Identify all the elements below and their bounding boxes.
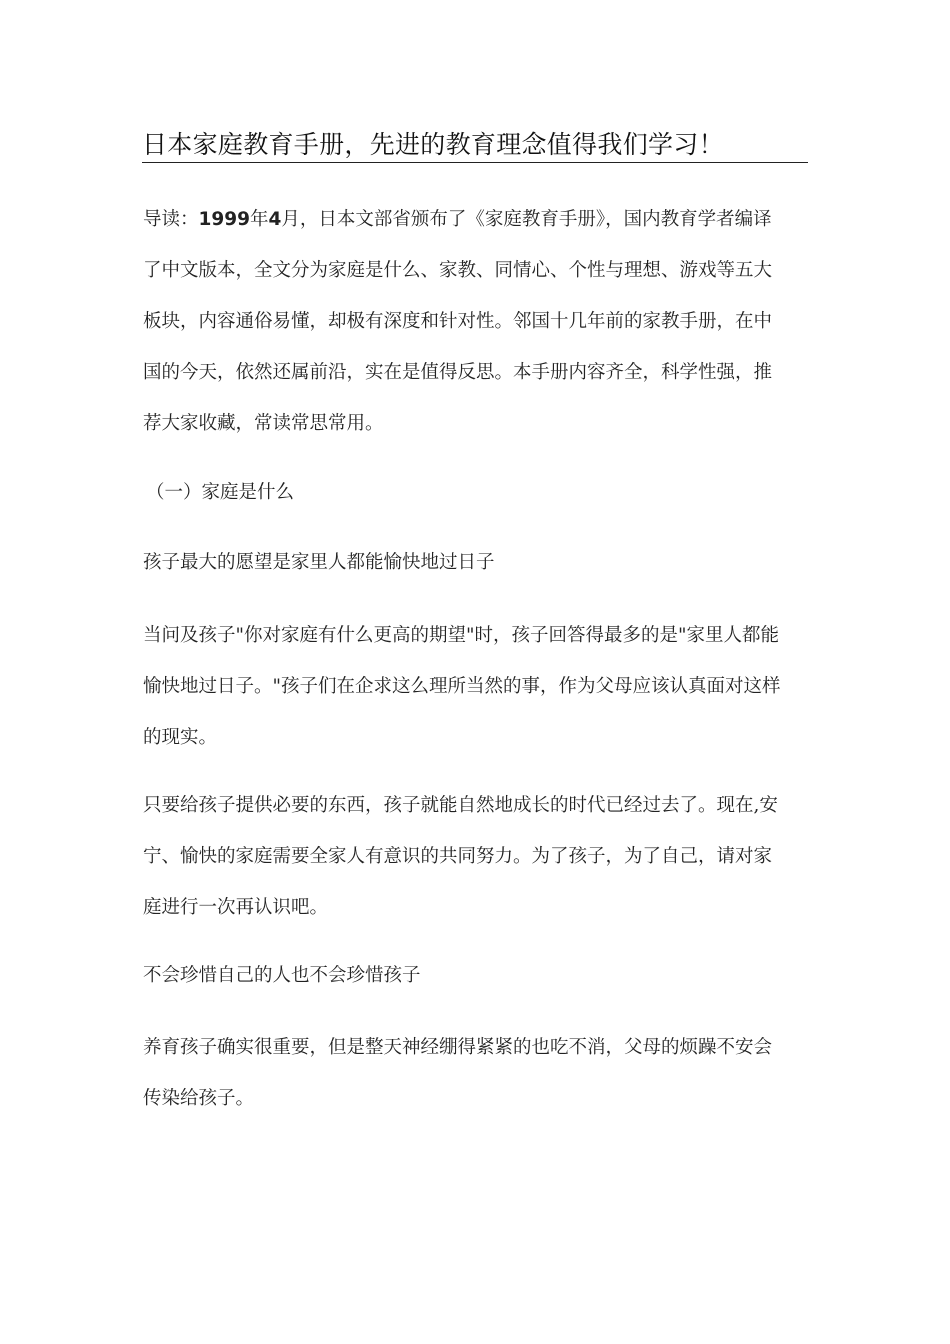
intro-month: 4	[268, 209, 282, 230]
intro-line-3: 板块，内容通俗易懂，却极有深度和针对性。邻国十几年前的家教手册，在中	[143, 311, 773, 332]
paragraph-1	[143, 610, 813, 763]
paragraph-3	[143, 1022, 813, 1124]
paragraph-2-line-3: 庭进行一次再认识吧。	[143, 897, 329, 918]
intro-line-1-rest: 月，日本文部省颁布了《家庭教育手册》，国内教育学者编译	[281, 209, 772, 230]
paragraph-2	[143, 780, 813, 933]
paragraph-1-line-3: 的现实。	[143, 727, 218, 748]
intro-paragraph	[143, 194, 813, 449]
subheading-1: 孩子最大的愿望是家里人都能愉快地过日子	[143, 552, 495, 573]
title-underline-wrap	[142, 128, 808, 163]
paragraph-3-line-2: 传染给孩子。	[143, 1088, 255, 1109]
paragraph-1-line-1: 当问及孩子"你对家庭有什么更高的期望"时，孩子回答得最多的是"家里人都能	[143, 625, 780, 646]
intro-label: 导读：	[143, 209, 199, 230]
intro-line-4: 国的今天，依然还属前沿，实在是值得反思。本手册内容齐全，科学性强，推	[143, 362, 773, 383]
paragraph-1-line-2: 愉快地过日子。"孩子们在企求这么理所当然的事，作为父母应该认真面对这样	[143, 676, 781, 697]
intro-year-unit: 年	[250, 209, 269, 230]
intro-line-2: 了中文版本，全文分为家庭是什么、家教、同情心、个性与理想、游戏等五大	[143, 260, 773, 281]
paragraph-3-line-1: 养育孩子确实很重要，但是整天神经绷得紧紧的也吃不消，父母的烦躁不安会	[143, 1037, 773, 1058]
paragraph-2-line-1: 只要给孩子提供必要的东西，孩子就能自然地成长的时代已经过去了。现在,安	[143, 795, 778, 816]
intro-line-5: 荐大家收藏，常读常思常用。	[143, 413, 384, 434]
section-heading: （一）家庭是什么	[146, 482, 295, 503]
subheading-2: 不会珍惜自己的人也不会珍惜孩子	[143, 965, 421, 986]
paragraph-2-line-2: 宁、愉快的家庭需要全家人有意识的共同努力。为了孩子，为了自己，请对家	[143, 846, 773, 867]
intro-year: 1999	[198, 209, 251, 230]
document-title: 日本家庭教育手册，先进的教育理念值得我们学习！	[142, 130, 724, 159]
intro-line-1	[143, 194, 813, 245]
